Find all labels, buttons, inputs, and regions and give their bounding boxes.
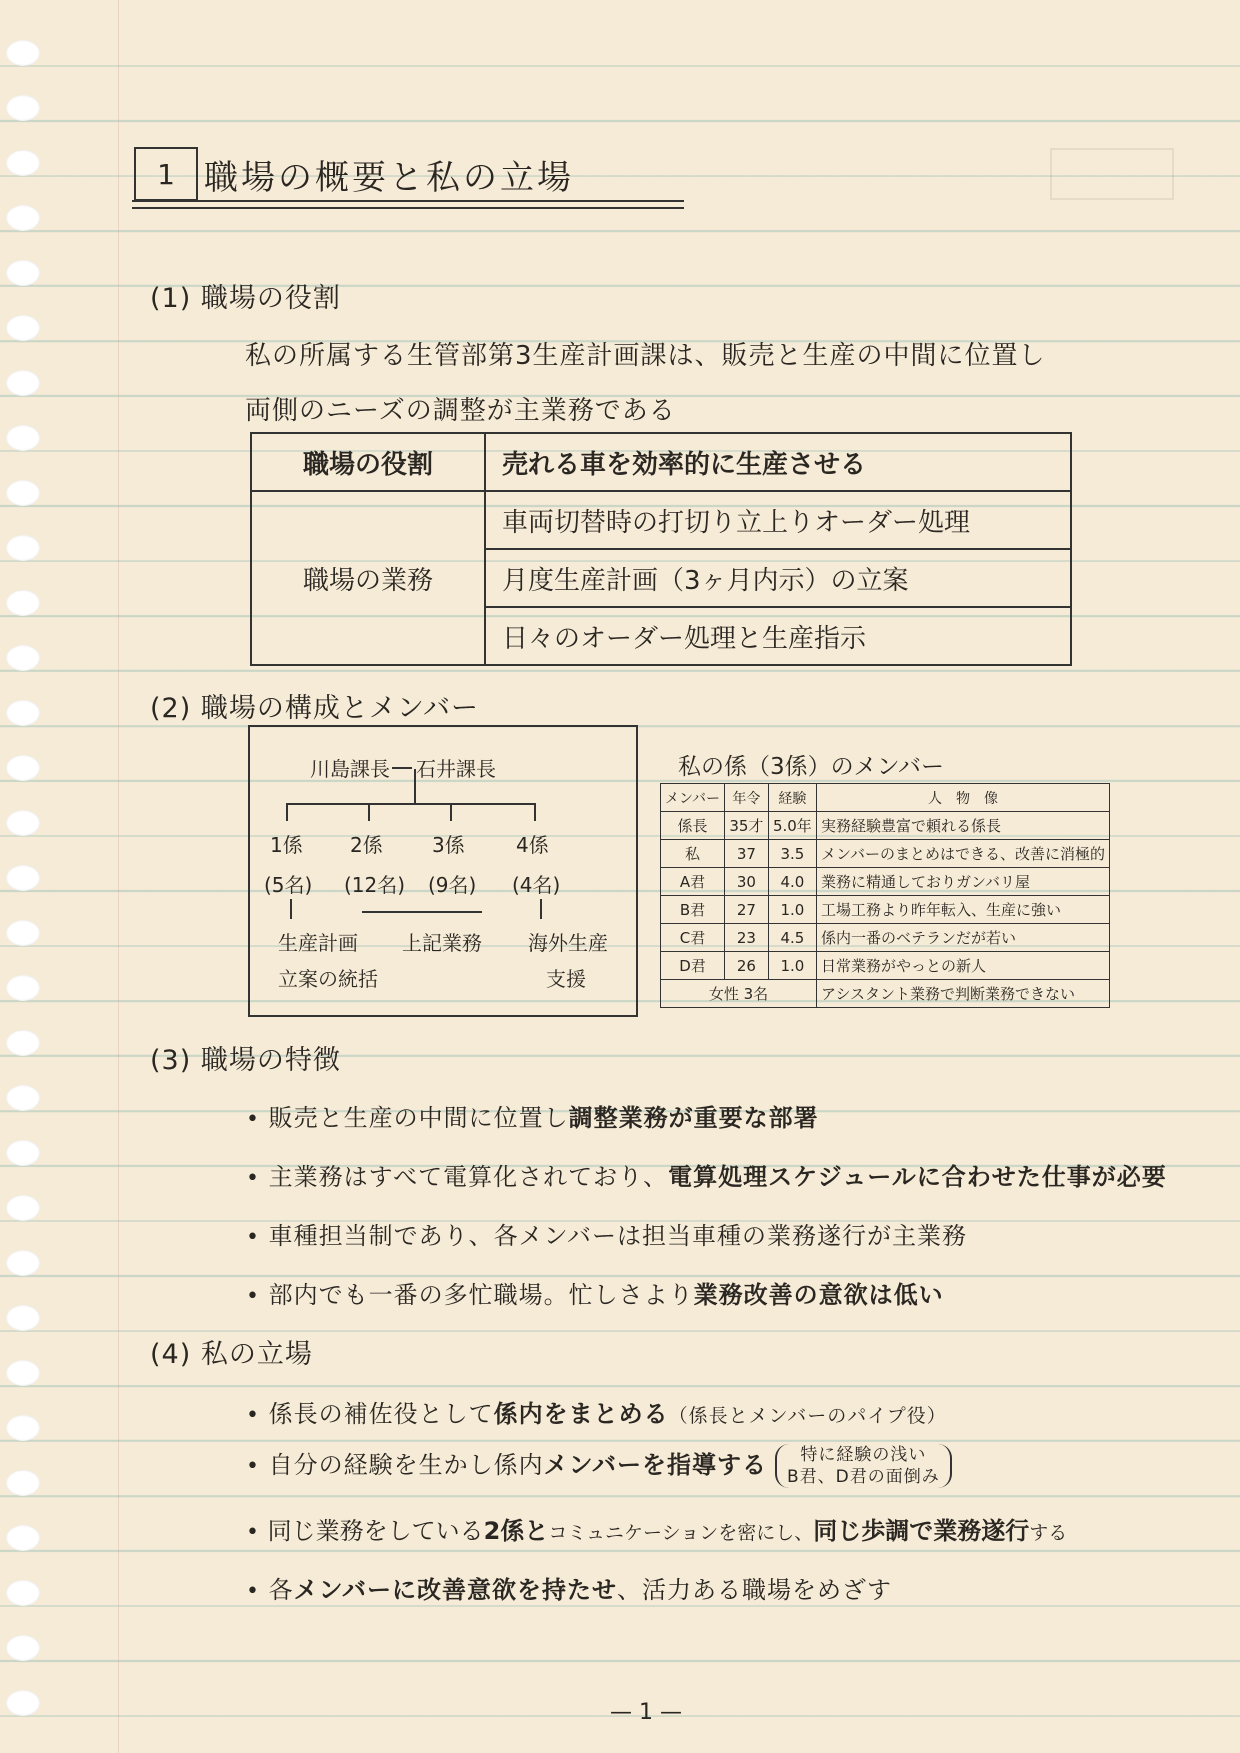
title-underline (132, 200, 684, 209)
bullet-text: 自分の経験を生かし係内 (268, 1451, 544, 1479)
bullet-text: 係長の補佐役として (268, 1400, 494, 1428)
binder-hole (6, 425, 40, 451)
binder-hole (6, 260, 40, 286)
binder-hole (6, 370, 40, 396)
role-value: 売れる車を効率的に生産させる (485, 433, 1071, 491)
binder-hole (6, 1580, 40, 1606)
member-row (661, 812, 1110, 840)
bullet-text: 販売と生産の中間に位置し (268, 1104, 569, 1132)
member-age: 27 (725, 896, 769, 924)
bullet-text: 同じ業務をしている (267, 1517, 484, 1545)
member-desc: 業務に精通しておりガンバリ屋 (817, 868, 1110, 896)
member-exp: 5.0年 (768, 812, 816, 840)
feature-bullet (246, 1275, 944, 1310)
binder-hole (6, 810, 40, 836)
bullet-emphasis: 業務改善の意欲は低い (693, 1281, 944, 1309)
member-age: 23 (725, 924, 769, 952)
bullet-bracket-note (775, 1444, 952, 1488)
org-duty1a: 生産計画 (278, 931, 358, 955)
member-exp: 4.0 (768, 868, 816, 896)
org-manager2: 石井課長 (416, 757, 496, 781)
bullet-emphasis: 調整業務が重要な部署 (568, 1104, 819, 1132)
bullet-dot: • (246, 1166, 260, 1191)
member-row (661, 924, 1110, 952)
title-number-box (134, 147, 198, 201)
member-exp: 1.0 (768, 896, 816, 924)
member-row (661, 896, 1110, 924)
org-unit-4: 4係 (516, 833, 549, 857)
member-age: 37 (725, 840, 769, 868)
member-name: A君 (661, 868, 725, 896)
org-count-2: (12名) (344, 873, 406, 897)
bullet-text: 主業務はすべて電算化されており、 (268, 1163, 669, 1191)
binder-hole (6, 95, 40, 121)
bullet-dot: • (246, 1107, 260, 1132)
bullet-text: 部内でも一番の多忙職場。忙しさより (268, 1281, 694, 1309)
binder-hole (6, 1690, 40, 1716)
binder-hole (6, 975, 40, 1001)
feature-bullet (246, 1216, 967, 1251)
org-chart (248, 725, 638, 1017)
members-header-row (661, 784, 1110, 812)
binder-hole (6, 1415, 40, 1441)
member-row (661, 840, 1110, 868)
binder-hole (6, 40, 40, 66)
section3-heading: (3) 職場の特徴 (150, 1045, 341, 1076)
binder-hole (6, 755, 40, 781)
org-count-3: (9名) (428, 873, 477, 897)
duty-item: 日々のオーダー処理と生産指示 (485, 607, 1071, 665)
role-label: 職場の役割 (251, 433, 485, 491)
bullet-text: 車種担当制であり、各メンバーは担当車種の業務遂行が主業務 (268, 1222, 967, 1250)
org-connector (286, 803, 534, 805)
women-desc: アシスタント業務で判断業務できない (817, 980, 1110, 1008)
binder-hole (6, 315, 40, 341)
member-exp: 3.5 (768, 840, 816, 868)
binder-hole (6, 480, 40, 506)
margin-line (118, 0, 119, 1753)
member-desc: 実務経験豊富で頼れる係長 (817, 812, 1110, 840)
binder-hole (6, 865, 40, 891)
member-name: B君 (661, 896, 725, 924)
binder-hole (6, 1470, 40, 1496)
members-header: メンバー (661, 784, 725, 812)
org-connector (540, 899, 542, 919)
bullet-text: する (1029, 1522, 1068, 1544)
binder-hole (6, 1635, 40, 1661)
members-header: 経験 (768, 784, 816, 812)
member-desc: 日常業務がやっとの新人 (817, 952, 1110, 980)
binder-hole (6, 1140, 40, 1166)
bullet-emphasis: 電算処理スケジュールに合わせた仕事が必要 (668, 1163, 1167, 1191)
duty-row (251, 491, 1071, 549)
org-connector (414, 769, 416, 803)
section1-para2: 両側のニーズの調整が主業務である (245, 396, 676, 426)
binder-hole (6, 1195, 40, 1221)
member-age: 35才 (725, 812, 769, 840)
duty-label: 職場の業務 (251, 491, 485, 665)
position-bullet (246, 1511, 1067, 1546)
section1-heading: (1) 職場の役割 (150, 283, 341, 314)
section4-heading: (4) 私の立場 (150, 1339, 313, 1370)
org-unit-1: 1係 (270, 833, 303, 857)
members-caption: 私の係（3係）のメンバー (678, 754, 945, 780)
binder-hole (6, 590, 40, 616)
members-header: 年令 (725, 784, 769, 812)
page-number: — 1 — (610, 1700, 682, 1725)
role-table (250, 432, 1072, 666)
bullet-emphasis: 同じ歩調で業務遂行 (813, 1517, 1030, 1545)
section2-heading: (2) 職場の構成とメンバー (150, 693, 479, 724)
binder-hole (6, 1030, 40, 1056)
org-connector (368, 803, 370, 821)
position-bullet (246, 1444, 952, 1488)
position-bullet (246, 1570, 892, 1605)
org-duty1b: 立案の統括 (278, 967, 378, 991)
bullet-note-line: 特に経験の浅い (800, 1445, 927, 1465)
bullet-emphasis: 係内をまとめる (493, 1400, 669, 1428)
member-exp: 4.5 (768, 924, 816, 952)
members-header: 人 物 像 (817, 784, 1110, 812)
bullet-dot: • (246, 1284, 260, 1309)
bullet-note: （係長とメンバーのパイプ役） (668, 1405, 947, 1427)
binder-hole (6, 1085, 40, 1111)
bullet-emphasis: 2係と (483, 1517, 549, 1545)
bullet-note-line: B君、D君の面倒み (786, 1467, 940, 1487)
org-count-1: (5名) (264, 873, 313, 897)
member-row (661, 980, 1110, 1008)
member-row (661, 952, 1110, 980)
binder-hole (6, 700, 40, 726)
member-desc: 工場工務より昨年転入、生産に強い (817, 896, 1110, 924)
title-number: 1 (157, 157, 175, 191)
binder-hole (6, 1250, 40, 1276)
bullet-dot: • (246, 1520, 259, 1545)
org-connector (290, 899, 292, 919)
member-row (661, 868, 1110, 896)
page-title: 職場の概要と私の立場 (204, 158, 574, 198)
org-connector (286, 803, 288, 821)
binder-hole (6, 1360, 40, 1386)
member-name: D君 (661, 952, 725, 980)
feature-bullet (246, 1157, 1167, 1192)
org-duty3b: 支援 (546, 967, 586, 991)
org-duty2: 上記業務 (402, 931, 482, 955)
bullet-dot: • (246, 1403, 260, 1428)
member-age: 30 (725, 868, 769, 896)
member-exp: 1.0 (768, 952, 816, 980)
bleed-through-mark (1050, 148, 1174, 200)
bullet-emphasis: メンバーを指導する (543, 1451, 767, 1479)
org-manager1: 川島課長 (310, 757, 390, 781)
bullet-dot: • (246, 1454, 260, 1479)
duty-item: 月度生産計画（3ヶ月内示）の立案 (485, 549, 1071, 607)
members-table (660, 783, 1110, 1008)
bullet-emphasis: メンバーに改善意欲を持たせ (293, 1576, 617, 1604)
binder-hole (6, 645, 40, 671)
role-row (251, 433, 1071, 491)
position-bullet (246, 1394, 947, 1429)
section1-para1: 私の所属する生管部第3生産計画課は、販売と生産の中間に位置し (245, 341, 1046, 371)
feature-bullet (246, 1098, 819, 1133)
women-label: 女性 3名 (661, 980, 817, 1008)
member-name: 私 (661, 840, 725, 868)
binder-hole (6, 1305, 40, 1331)
org-count-4: (4名) (512, 873, 561, 897)
bullet-dot: • (246, 1225, 260, 1250)
org-unit-2: 2係 (350, 833, 383, 857)
org-brace (362, 911, 482, 913)
org-connector (450, 803, 452, 821)
bullet-text: 、活力ある職場をめざす (616, 1576, 892, 1604)
binder-hole (6, 150, 40, 176)
binder-hole (6, 920, 40, 946)
member-name: C君 (661, 924, 725, 952)
member-desc: メンバーのまとめはできる、改善に消極的 (817, 840, 1110, 868)
member-age: 26 (725, 952, 769, 980)
bullet-dot: • (246, 1579, 260, 1604)
bullet-text: 各 (268, 1576, 294, 1604)
org-connector (534, 803, 536, 821)
duty-item: 車両切替時の打切り立上りオーダー処理 (485, 491, 1071, 549)
binder-hole (6, 535, 40, 561)
member-name: 係長 (661, 812, 725, 840)
bullet-note: コミュニケーションを密にし、 (548, 1522, 814, 1544)
binder-hole (6, 205, 40, 231)
org-unit-3: 3係 (432, 833, 465, 857)
org-duty3a: 海外生産 (528, 931, 608, 955)
org-connector (392, 767, 412, 769)
binder-hole (6, 1525, 40, 1551)
member-desc: 係内一番のベテランだが若い (817, 924, 1110, 952)
